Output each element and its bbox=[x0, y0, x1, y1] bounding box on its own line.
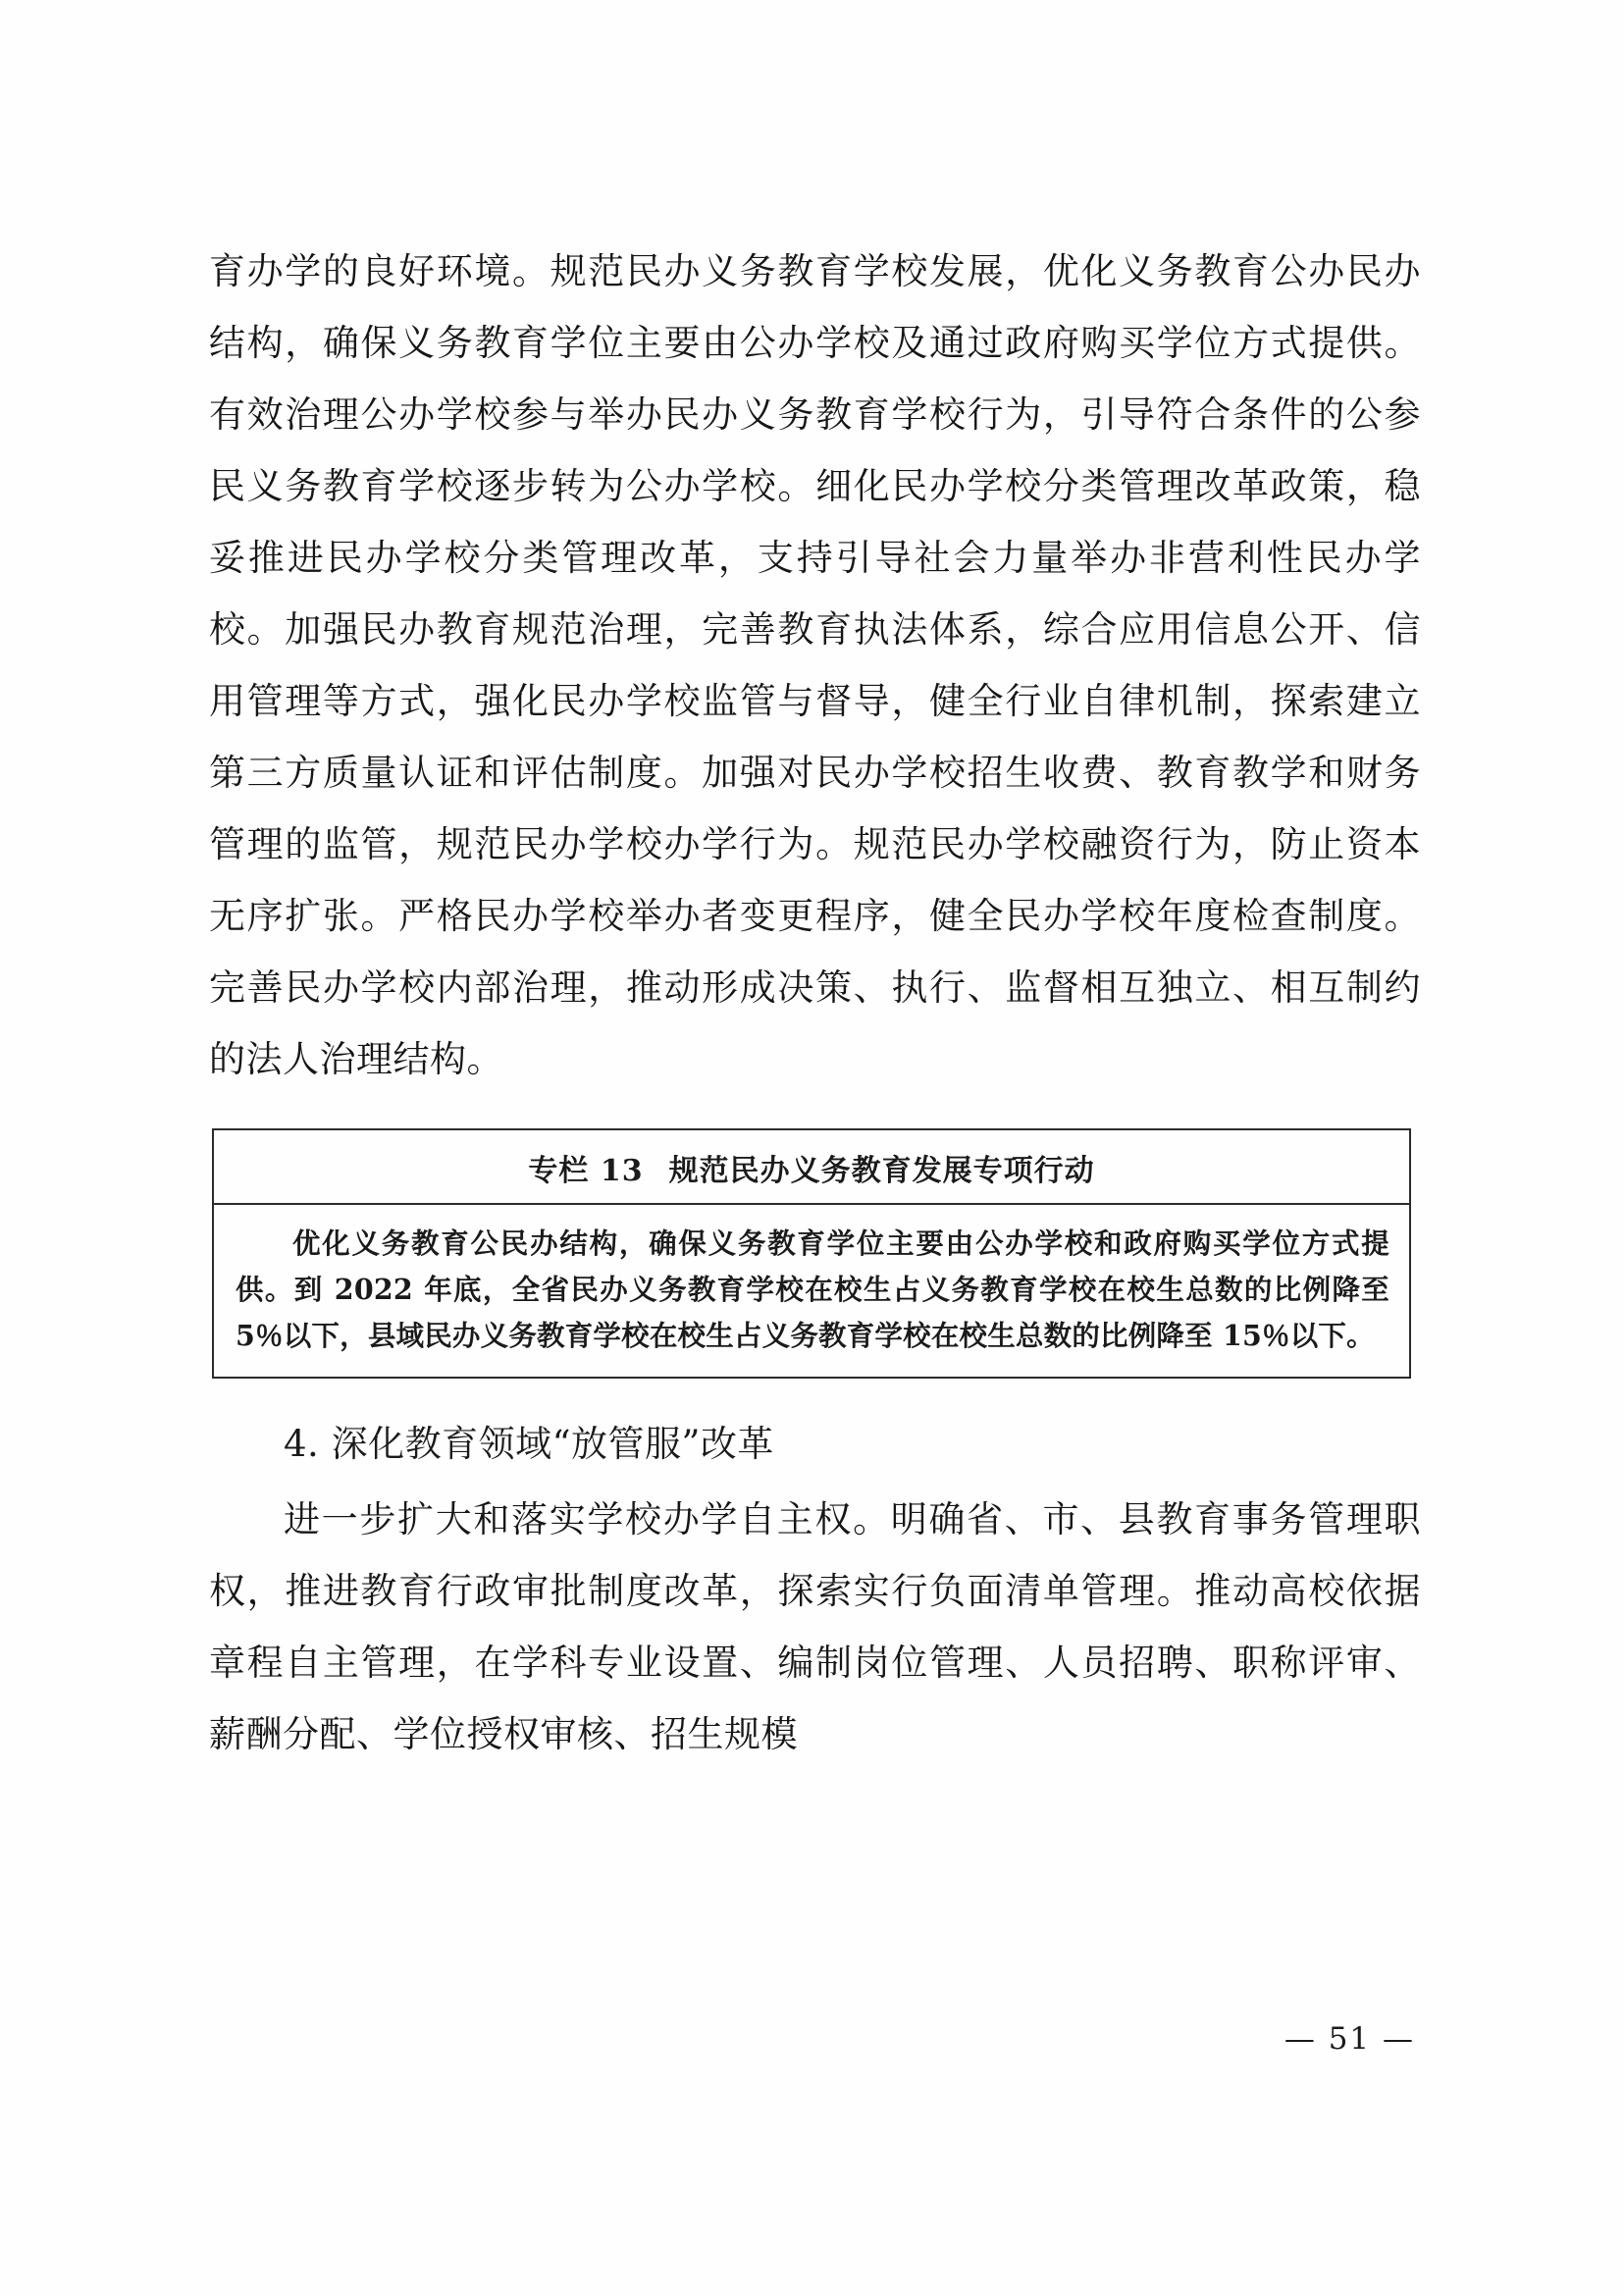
body-paragraph-2: 进一步扩大和落实学校办学自主权。明确省、市、县教育事务管理职权，推进教育行政审批制度改革，探索实行负面清单管理。推动高校依据章程自主管理，在学科专业设置、编制岗位管理、人员招聘、职称评审、薪酬分配、学位授权审核、招生规模 bbox=[209, 1498, 1421, 1755]
callout-box-body: 优化义务教育公民办结构，确保义务教育学位主要由公办学校和政府购买学位方式提供。到 2022 年底，全省民办义务教育学校在校生占义务教育学校在校生总数的比例降至 5％以下，县域民办义务教育学校在校生占义务教育学校在校生总数的比例降至 15％以下。 bbox=[236, 1226, 1389, 1352]
callout-box-heading: 规范民办义务教育发展专项行动 bbox=[668, 1154, 1095, 1188]
body-paragraph-1: 育办学的良好环境。规范民办义务教育学校发展，优化义务教育公办民办结构，确保义务教育学位主要由公办学校及通过政府购买学位方式提供。有效治理公办学校参与举办民办义务教育学校行为，引导符合条件的公参民义务教育学校逐步转为公办学校。细化民办学校分类管理改革政策，稳妥推进民办学校分类管理改革，支持引导社会力量举办非营利性民办学校。加强民办教育规范治理，完善教育执法体系，综合应用信息公开、信用管理等方式，强化民办学校监管与督导，健全行业自律机制，探索建立第三方质量认证和评估制度。加强对民办学校招生收费、教育教学和财务管理的监管，规范民办学校办学行为。规范民办学校融资行为，防止资本无序扩张。严格民办学校举办者变更程序，健全民办学校年度检查制度。完善民办学校内部治理，推动形成决策、执行、监督相互独立、相互制约的法人治理结构。 bbox=[209, 250, 1421, 1080]
subsection-heading: 4. 深化教育领域“放管服”改革 bbox=[284, 1423, 774, 1465]
page-number: — 51 — bbox=[1283, 2021, 1415, 2057]
callout-box-label: 专栏 13 bbox=[528, 1154, 644, 1188]
callout-box bbox=[212, 1128, 1411, 1379]
callout-box-title bbox=[214, 1130, 1409, 1205]
page-content bbox=[209, 235, 1421, 1770]
